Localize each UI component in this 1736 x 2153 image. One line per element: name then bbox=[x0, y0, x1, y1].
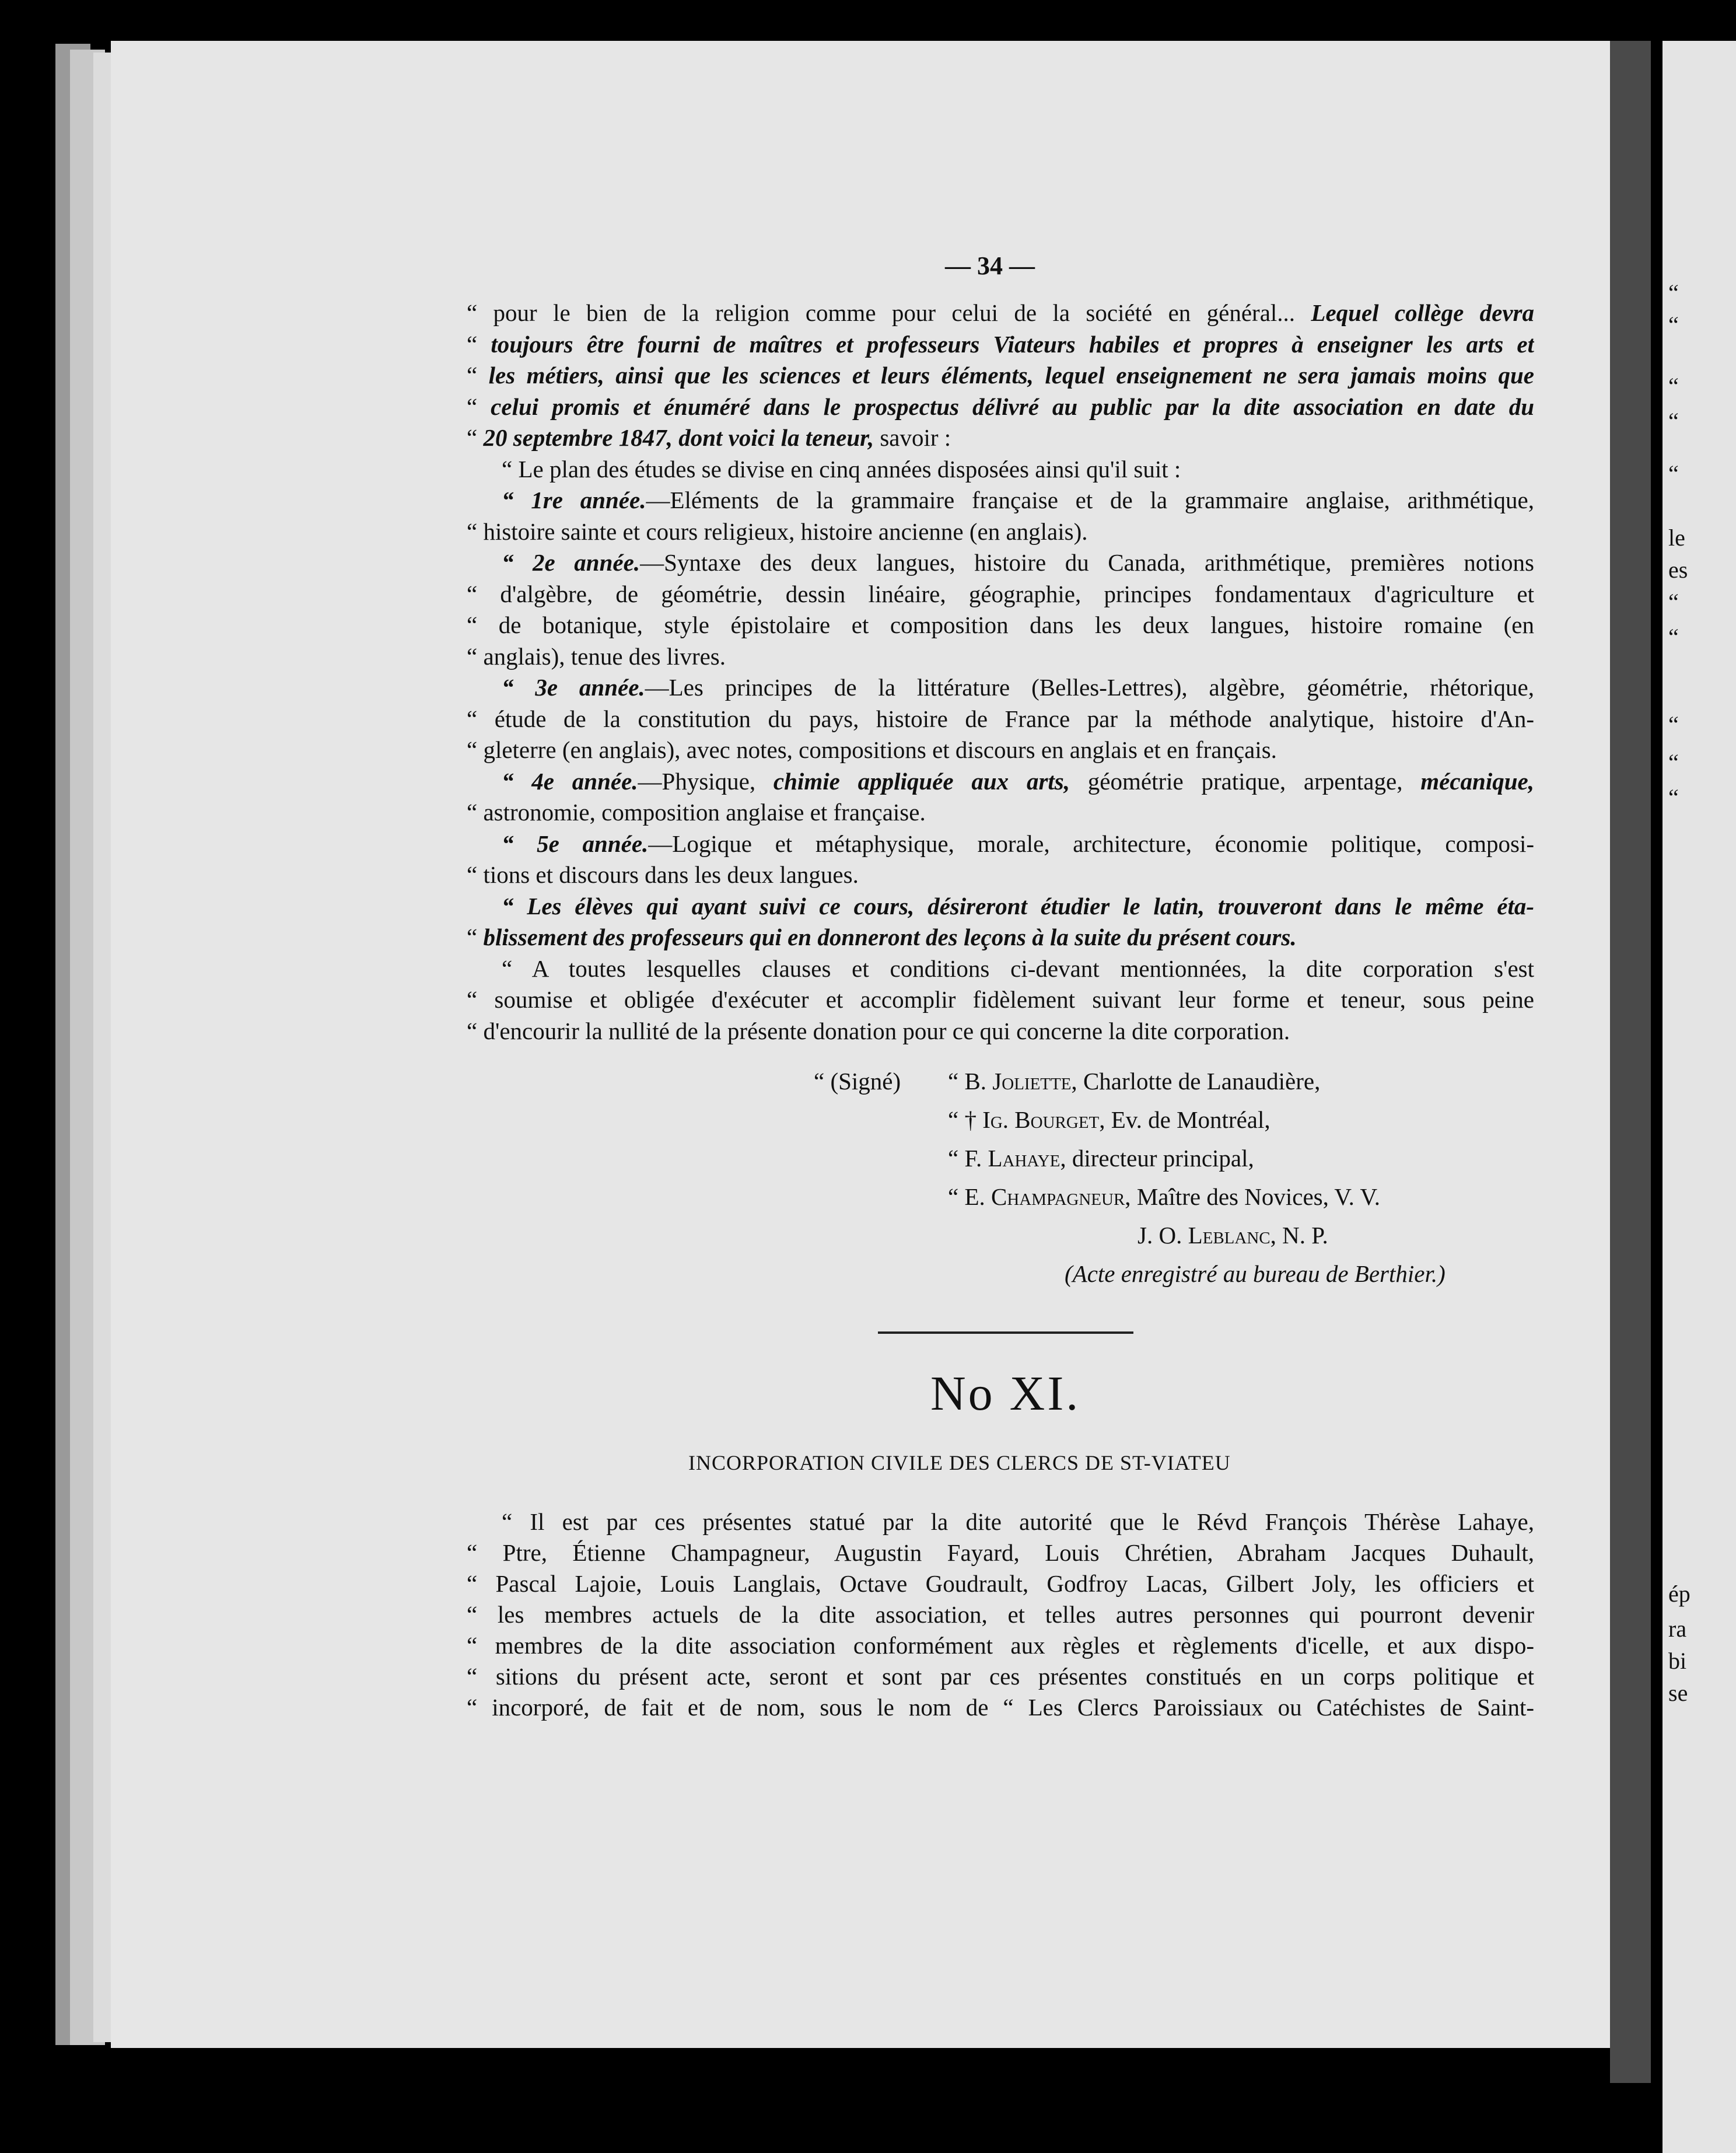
text-line bbox=[467, 329, 1534, 361]
section-heading: No XI. bbox=[930, 1366, 1081, 1421]
text-line bbox=[467, 298, 1534, 329]
text-span: “ astronomie, composition anglaise et française. bbox=[467, 799, 926, 826]
italic-text: “ 2e année. bbox=[502, 549, 640, 576]
italic-text: blissement des professeurs qui en donneront des leçons à la suite du présent cours. bbox=[483, 924, 1297, 950]
text-line: “ sitions du présent acte, seront et sont par ces présentes constitués en un corps politique et bbox=[467, 1663, 1534, 1690]
text-line bbox=[467, 672, 1534, 704]
book-gutter bbox=[1610, 41, 1651, 2083]
text-span: —Eléments de la grammaire française et de la grammaire anglaise, arithmétique, bbox=[646, 487, 1534, 513]
italic-text: “ 3e année. bbox=[502, 674, 645, 701]
italic-text: “ Les élèves qui ayant suivi ce cours, désireront étudier le latin, trouveront dans le même éta- bbox=[502, 892, 1534, 920]
italic-text: chimie appliquée aux arts, bbox=[773, 767, 1070, 795]
adjacent-page-text: ra bbox=[1668, 1616, 1687, 1642]
italic-text: toujours être fourni de maîtres et professeurs Viateurs habiles et propres à enseigner les arts et bbox=[491, 330, 1534, 358]
adjacent-page-text: “ bbox=[1668, 711, 1679, 738]
italic-text: Lequel collège devra bbox=[1311, 299, 1534, 326]
italic-text: “ 4e année. bbox=[502, 767, 638, 795]
text-line bbox=[467, 766, 1534, 798]
text-span: “ d'encourir la nullité de la présente donation pour ce qui concerne la dite corporation. bbox=[467, 1017, 1290, 1044]
text-span: géométrie pratique, arpentage, bbox=[1070, 767, 1421, 795]
text-line bbox=[467, 422, 1534, 454]
adjacent-page-fragment bbox=[1662, 41, 1736, 2153]
adjacent-page-text: “ bbox=[1668, 589, 1679, 615]
notary-title: N. P. bbox=[1276, 1222, 1328, 1249]
adjacent-page-text: bi bbox=[1668, 1648, 1687, 1674]
adjacent-page-text: “ bbox=[1668, 312, 1679, 338]
italic-text: les métiers, ainsi que les sciences et leurs éléments, lequel enseignement ne sera jamais moins que bbox=[488, 362, 1534, 389]
page-number: — 34 — bbox=[945, 251, 1035, 280]
text-span: “ gleterre (en anglais), avec notes, compositions et discours en anglais et en français. bbox=[467, 736, 1277, 763]
text-line bbox=[467, 392, 1534, 423]
italic-text: 20 septembre 1847, dont voici la teneur, bbox=[483, 424, 874, 451]
registry-note: (Acte enregistré au bureau de Berthier.) bbox=[1065, 1260, 1446, 1287]
quote-mark: “ bbox=[948, 1183, 965, 1210]
text-line: “ incorporé, de fait et de nom, sous le nom de “ Les Clercs Paroissiaux ou Catéchistes de Saint- bbox=[467, 1694, 1534, 1721]
adjacent-page-text: ép bbox=[1668, 1581, 1690, 1607]
body-text bbox=[467, 298, 1534, 1047]
text-line bbox=[467, 1016, 1534, 1047]
text-line bbox=[467, 485, 1534, 516]
text-span: savoir : bbox=[874, 424, 951, 451]
text-span: “ histoire sainte et cours religieux, histoire ancienne (en anglais). bbox=[467, 518, 1088, 545]
signature-line bbox=[814, 1139, 1446, 1177]
text-span: “ étude de la constitution du pays, histoire de France par la méthode analytique, histoire d'An- bbox=[467, 705, 1534, 732]
text-span: “ d'algèbre, de géométrie, dessin linéaire, géographie, principes fondamentaux d'agriculture et bbox=[467, 580, 1534, 607]
adjacent-page-text: le bbox=[1668, 525, 1685, 551]
signatory-title: Maître des Novices, V. V. bbox=[1130, 1183, 1381, 1210]
text-line bbox=[467, 953, 1534, 985]
text-span: “ pour le bien de la religion comme pour celui de la société en général... bbox=[467, 299, 1311, 326]
signature-line bbox=[814, 1100, 1446, 1139]
italic-text: “ 1re année. bbox=[502, 487, 646, 513]
text-span: “ bbox=[467, 924, 484, 950]
text-line bbox=[467, 360, 1534, 392]
text-line bbox=[467, 829, 1534, 860]
signed-label: “ (Signé) bbox=[814, 1068, 901, 1095]
quote-mark: “ bbox=[948, 1145, 965, 1172]
text-line bbox=[467, 735, 1534, 766]
adjacent-page-text: “ bbox=[1668, 624, 1679, 650]
signatory-title: directeur principal, bbox=[1066, 1145, 1254, 1172]
adjacent-page-text: “ bbox=[1668, 460, 1679, 487]
section-subtitle: INCORPORATION CIVILE DES CLERCS DE ST-VIATEU bbox=[688, 1451, 1231, 1474]
notary-name: J. O. Leblanc, bbox=[1138, 1222, 1276, 1249]
quote-mark: “ bbox=[948, 1068, 965, 1095]
adjacent-page-text: “ bbox=[1668, 279, 1679, 306]
text-span: “ bbox=[467, 424, 484, 451]
text-span: —Logique et métaphysique, morale, architecture, économie politique, composi- bbox=[648, 830, 1534, 857]
text-line: “ les membres actuels de la dite association, et telles autres personnes qui pourront devenir bbox=[467, 1601, 1534, 1628]
signatory-title: Ev. de Montréal, bbox=[1105, 1106, 1270, 1133]
adjacent-page-text: es bbox=[1668, 557, 1688, 583]
text-span: —Les principes de la littérature (Belles-Lettres), algèbre, géométrie, rhétorique, bbox=[645, 674, 1534, 701]
text-line bbox=[467, 891, 1534, 922]
section-body-text bbox=[467, 1507, 1534, 1723]
signature-block bbox=[814, 1062, 1446, 1293]
adjacent-page-text: “ bbox=[1668, 749, 1679, 775]
text-line bbox=[467, 704, 1534, 735]
italic-text: celui promis et énuméré dans le prospectus délivré au public par la dite association en date du bbox=[491, 393, 1534, 420]
text-line bbox=[467, 547, 1534, 579]
text-line: “ Pascal Lajoie, Louis Langlais, Octave Goudrault, Godfroy Lacas, Gilbert Joly, les officiers et bbox=[467, 1570, 1534, 1597]
text-span: “ Le plan des études se divise en cinq années disposées ainsi qu'il suit : bbox=[502, 455, 1181, 483]
text-line bbox=[467, 797, 1534, 829]
adjacent-page-text: “ bbox=[1668, 784, 1679, 810]
signatory-name: E. Champagneur, bbox=[964, 1183, 1131, 1210]
text-span: —Syntaxe des deux langues, histoire du Canada, arithmétique, premières notions bbox=[640, 549, 1534, 576]
text-line bbox=[467, 984, 1534, 1016]
italic-text: “ 5e année. bbox=[502, 830, 649, 857]
text-span: “ bbox=[467, 362, 489, 389]
text-line bbox=[467, 922, 1534, 953]
text-line bbox=[467, 610, 1534, 641]
text-span: “ anglais), tenue des livres. bbox=[467, 642, 726, 670]
text-span: “ bbox=[467, 330, 491, 358]
section-divider bbox=[878, 1331, 1133, 1334]
text-span: “ bbox=[467, 393, 491, 420]
text-span: —Physique, bbox=[638, 767, 774, 795]
signatory-name: F. Lahaye, bbox=[964, 1145, 1066, 1172]
signatory-title: Charlotte de Lanaudière, bbox=[1077, 1068, 1321, 1095]
text-line: “ Ptre, Étienne Champagneur, Augustin Fayard, Louis Chrétien, Abraham Jacques Duhault, bbox=[467, 1539, 1534, 1566]
italic-text: mécanique, bbox=[1420, 767, 1534, 795]
text-line: “ membres de la dite association conformément aux règles et règlements d'icelle, et aux dispo- bbox=[467, 1632, 1534, 1659]
text-line bbox=[467, 859, 1534, 891]
text-span: “ A toutes lesquelles clauses et conditions ci-devant mentionnées, la dite corporation s'est bbox=[502, 955, 1534, 982]
signatory-name: B. Joliette, bbox=[964, 1068, 1077, 1095]
adjacent-page-text: “ bbox=[1668, 408, 1679, 434]
signature-line bbox=[814, 1062, 1446, 1100]
signature-line bbox=[814, 1177, 1446, 1216]
text-line bbox=[467, 579, 1534, 610]
adjacent-page-text: “ bbox=[1668, 373, 1679, 399]
text-span: “ de botanique, style épistolaire et composition dans les deux langues, histoire romaine (en bbox=[467, 611, 1534, 638]
text-line bbox=[467, 641, 1534, 673]
text-span: “ soumise et obligée d'exécuter et accomplir fidèlement suivant leur forme et teneur, sous peine bbox=[467, 986, 1534, 1013]
text-line bbox=[467, 454, 1534, 485]
text-line bbox=[467, 516, 1534, 548]
notary-line bbox=[814, 1216, 1446, 1254]
signatory-name: Ig. Bourget, bbox=[982, 1106, 1105, 1133]
text-line: “ Il est par ces présentes statué par la dite autorité que le Révd François Thérèse Lahaye, bbox=[502, 1508, 1534, 1535]
text-span: “ tions et discours dans les deux langues. bbox=[467, 861, 859, 888]
quote-mark: “ † bbox=[948, 1106, 983, 1133]
adjacent-page-text: se bbox=[1668, 1680, 1688, 1706]
